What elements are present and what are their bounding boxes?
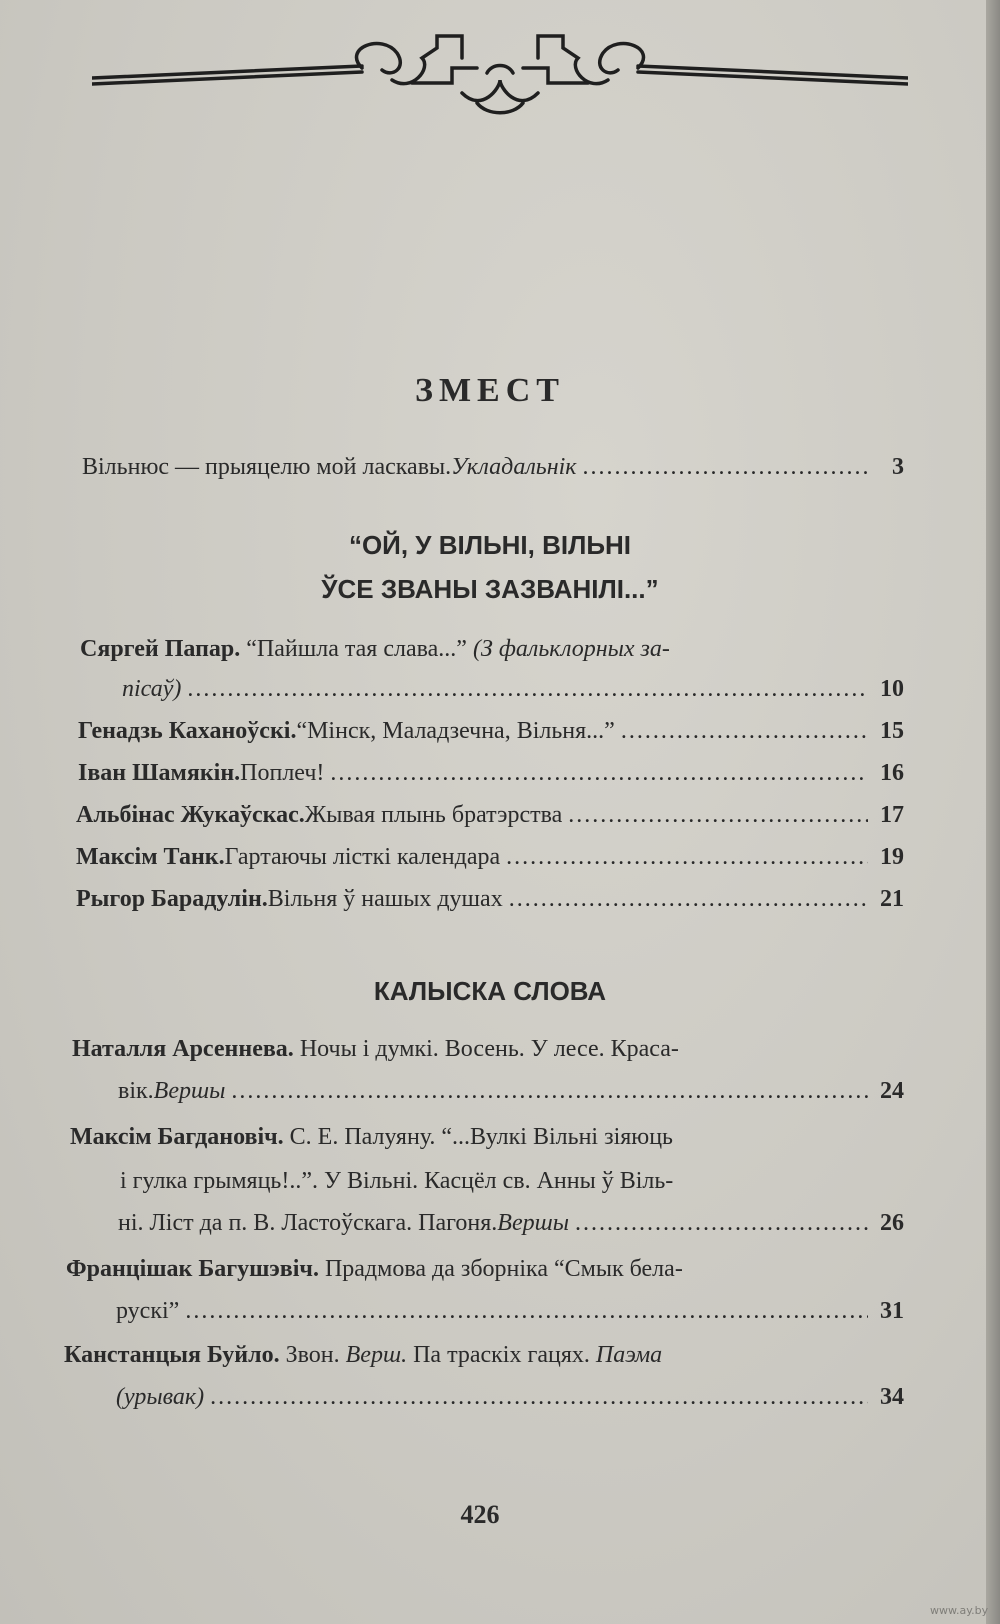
toc-entry-bahushevich[interactable] — [66, 1256, 683, 1283]
section-title-2: КАЛЫСКА СЛОВА — [373, 976, 607, 1006]
toc-entry-builo-cont[interactable] — [116, 1384, 904, 1411]
toc-entry-kakhanouski[interactable] — [78, 718, 904, 745]
entry-title: “Пайшла тая слава...” — [240, 636, 473, 662]
entry-title: Прадмова да зборніка “Смык бела- — [318, 1256, 683, 1282]
entry-title: Жывая плынь братэрства — [304, 802, 563, 828]
page-ref: 21 — [880, 886, 904, 912]
entry-title: С. Е. Палуяну. “...Вулкі Вільні зіяюць — [283, 1124, 673, 1150]
page-ref: 17 — [880, 802, 904, 828]
entry-author: Альбінас Жукаўскас. — [76, 802, 305, 828]
entry-title: ні. Ліст да п. В. Ластоўскага. Пагоня. — [118, 1210, 498, 1236]
entry-title: “Мінск, Маладзечна, Вільня...” — [296, 718, 615, 744]
toc-entry-bahdanovich-cont2[interactable] — [118, 1210, 904, 1237]
toc-entry-bahdanovich[interactable] — [70, 1124, 673, 1151]
page-ref: 19 — [880, 844, 904, 870]
page-ref: 24 — [880, 1078, 904, 1104]
page-ref: 10 — [880, 676, 904, 702]
page-ref: 31 — [880, 1298, 904, 1324]
leader-dots — [210, 1384, 868, 1411]
page-title: ЗМЕСТ — [415, 372, 565, 409]
entry-author: Іван Шамякін. — [78, 760, 241, 786]
toc-entry-baradulin[interactable] — [76, 886, 904, 913]
section-title-line2: ЎСЕ ЗВАНЫ ЗАЗВАНІЛІ...” — [321, 574, 659, 604]
entry-title: Вільнюс — прыяцелю мой ласкавы. — [82, 454, 452, 480]
entry-author: Сяргей Папар. — [80, 636, 241, 662]
entry-italic: Укладальнік — [451, 454, 577, 480]
toc-entry-intro[interactable] — [82, 454, 904, 481]
entry-author: Канстанцыя Буйло. — [64, 1342, 280, 1368]
toc-entry-papar-cont[interactable] — [122, 676, 904, 703]
leader-dots — [575, 1210, 868, 1237]
entry-title: Гартаючы лісткі календара — [224, 844, 501, 870]
entry-italic: (урывак) — [116, 1384, 205, 1410]
entry-title: Па траскіх гацях. — [407, 1342, 596, 1368]
entry-author: Францішак Багушэвіч. — [66, 1256, 319, 1282]
entry-italic: Вершы — [497, 1210, 569, 1236]
entry-author: Рыгор Барадулін. — [76, 886, 268, 912]
entry-title: Ночы і думкі. Восень. У лесе. Краса- — [293, 1036, 679, 1062]
entry-italic: Вершы — [153, 1078, 226, 1104]
entry-author: Максім Танк. — [76, 844, 225, 870]
toc-entry-shamiakin[interactable] — [78, 760, 904, 787]
entry-title: Поплеч! — [240, 760, 325, 786]
leader-dots — [506, 844, 868, 871]
page-ref: 16 — [880, 760, 904, 786]
entry-italic: Паэма — [595, 1342, 663, 1368]
entry-author: Наталля Арсеннева. — [72, 1036, 294, 1062]
entry-title: і гулка грымяць!..”. У Вільні. Касцёл св. Анны ў Віль- — [120, 1168, 674, 1194]
page-ref: 26 — [880, 1210, 904, 1236]
leader-dots — [621, 718, 868, 745]
entry-italic: пісаў) — [122, 676, 182, 702]
entry-italic: (З фальклорных за- — [472, 636, 670, 662]
page-ref: 34 — [880, 1384, 904, 1410]
toc-entry-tank[interactable] — [76, 844, 904, 871]
page-number: 426 — [460, 1500, 500, 1529]
toc-entry-papar[interactable] — [80, 636, 670, 663]
section-title-line1: “ОЙ, У ВІЛЬНІ, ВІЛЬНІ — [348, 530, 632, 560]
leader-dots — [231, 1078, 868, 1105]
toc-entry-bahushevich-cont[interactable] — [116, 1298, 904, 1325]
leader-dots — [568, 802, 868, 829]
entry-title: вік. — [118, 1078, 154, 1104]
leader-dots — [509, 886, 868, 913]
toc-entry-builo[interactable] — [64, 1342, 662, 1369]
entry-italic: Верш. — [345, 1342, 408, 1368]
toc-entry-arsenneva-cont[interactable] — [118, 1078, 904, 1105]
entry-author: Максім Багдановіч. — [70, 1124, 284, 1150]
entry-title: Звон. — [279, 1342, 346, 1368]
toc-entry-arsenneva[interactable] — [72, 1036, 679, 1063]
entry-author: Генадзь Каханоўскі. — [78, 718, 297, 744]
leader-dots — [187, 676, 868, 703]
ornament-divider — [92, 28, 908, 118]
leader-dots — [185, 1298, 868, 1325]
entry-title: Вільня ў нашых душах — [267, 886, 503, 912]
leader-dots — [330, 760, 868, 787]
page-ref: 15 — [880, 718, 904, 744]
toc-entry-bahdanovich-cont[interactable] — [120, 1168, 673, 1195]
watermark: www.ay.by — [930, 1604, 989, 1617]
page-edge — [986, 0, 1000, 1624]
page-ref: 3 — [892, 454, 904, 480]
toc-entry-zhukauskas[interactable] — [76, 802, 904, 829]
leader-dots — [583, 454, 869, 481]
entry-title: рускі” — [116, 1298, 180, 1324]
